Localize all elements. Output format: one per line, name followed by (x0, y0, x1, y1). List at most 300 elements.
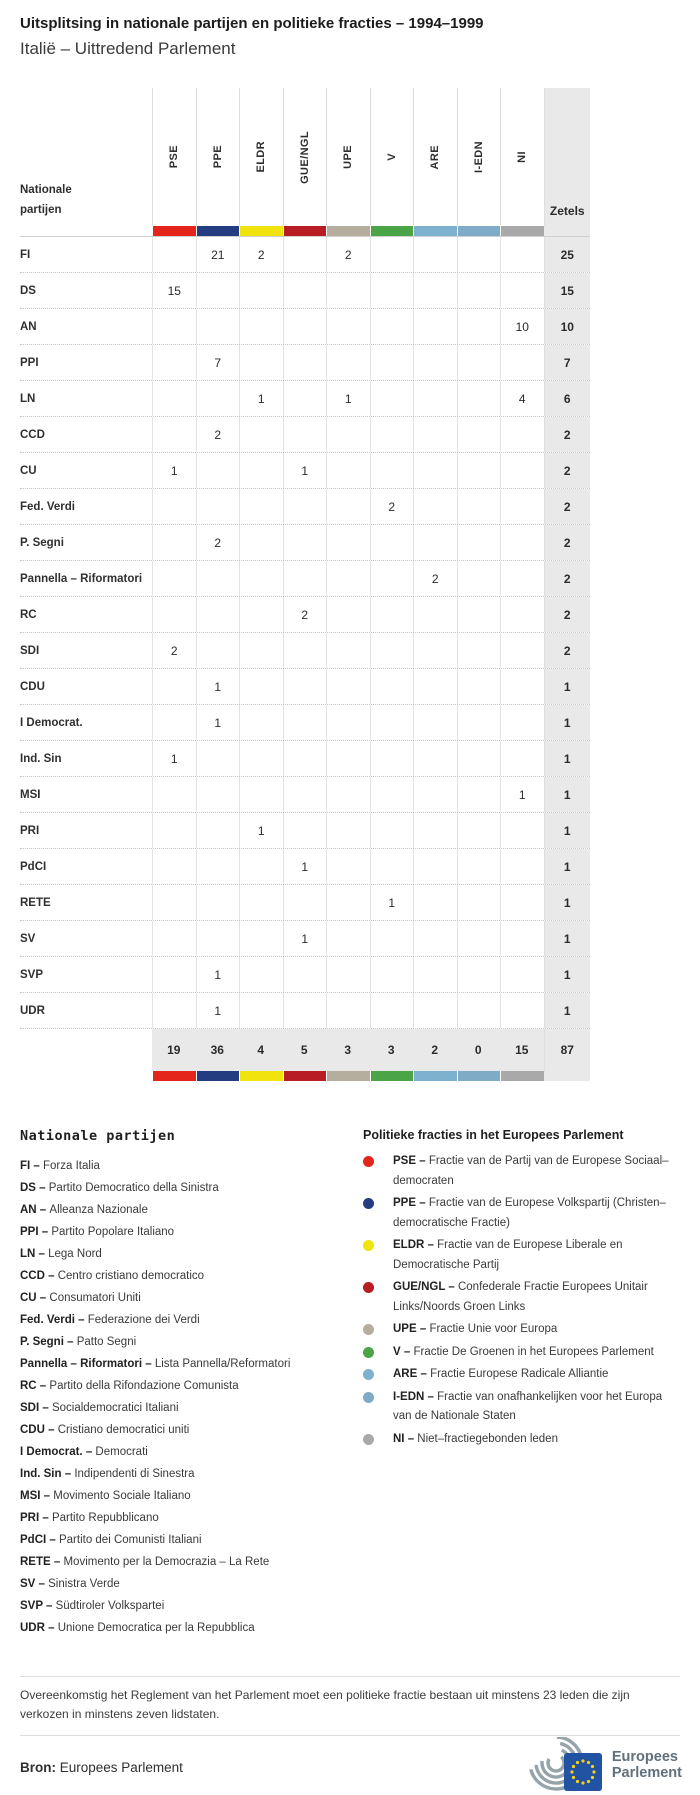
cell-GUE/NGL (283, 813, 327, 848)
cell-GUE/NGL (283, 885, 327, 920)
legend-group-code: GUE/NGL – (393, 1281, 458, 1293)
legend-party-item (20, 1551, 363, 1573)
legend-party-name: Lista Pannella/Reformatori (154, 1358, 291, 1370)
cell-ELDR (239, 561, 283, 596)
totals-spacer (20, 1029, 152, 1071)
cell-I-EDN (457, 669, 501, 704)
cell-ARE (413, 777, 457, 812)
band-segment-PPE (196, 1071, 240, 1081)
legend-group-code: PPE – (393, 1197, 429, 1209)
cell-I-EDN (457, 309, 501, 344)
cell-V: 2 (370, 489, 414, 524)
group-color-dot (363, 1369, 374, 1380)
legend-party-item (20, 1529, 363, 1551)
cell-PSE (152, 309, 196, 344)
cell-ELDR (239, 273, 283, 308)
legend-party-name: Lega Nord (48, 1248, 102, 1260)
cell-I-EDN (457, 237, 501, 272)
party-label: PdCI (20, 860, 47, 873)
cell-PSE (152, 957, 196, 992)
seats-value: 1 (544, 777, 591, 812)
cell-GUE/NGL (283, 993, 327, 1028)
legend-group-item (363, 1343, 680, 1363)
legend-party-item (20, 1375, 363, 1397)
cell-NI (500, 633, 544, 668)
band-segment-PPE (196, 226, 240, 236)
legend-party-item (20, 1265, 363, 1287)
cell-UPE (326, 813, 370, 848)
legend-party-name: Partito della Rifondazione Comunista (49, 1380, 239, 1392)
legend-party-name: Partito Popolare Italiano (51, 1226, 175, 1238)
column-header-V (370, 88, 414, 226)
seats-value: 10 (544, 309, 591, 344)
cell-PPE: 1 (196, 669, 240, 704)
cell-PPE (196, 381, 240, 416)
cell-ARE: 2 (413, 561, 457, 596)
legend-party-code: SV – (20, 1578, 49, 1590)
cell-UPE (326, 849, 370, 884)
cell-V (370, 849, 414, 884)
cell-NI (500, 885, 544, 920)
legend-group-name: Confederale Fractie Europees Unitair Links/Noords Groen Links (393, 1281, 648, 1313)
seats-table (20, 88, 590, 1081)
cell-ELDR (239, 921, 283, 956)
column-header-PSE (152, 88, 196, 226)
party-label: FI (20, 248, 31, 261)
seats-value: 1 (544, 813, 591, 848)
cell-I-EDN (457, 813, 501, 848)
legend-party-name: Democrati (95, 1446, 148, 1458)
cell-PSE (152, 489, 196, 524)
cell-ELDR (239, 453, 283, 488)
cell-I-EDN (457, 597, 501, 632)
legend-parties-heading: Nationale partijen (20, 1128, 176, 1144)
party-label: DS (20, 284, 36, 297)
legend-group-name: Niet–fractiegebonden leden (417, 1432, 558, 1445)
cell-PSE (152, 561, 196, 596)
legend-group-item (363, 1365, 680, 1385)
legend-party-code: PRI – (20, 1512, 52, 1524)
cell-ARE (413, 237, 457, 272)
cell-I-EDN (457, 633, 501, 668)
cell-NI (500, 489, 544, 524)
cell-PPE (196, 777, 240, 812)
cell-NI (500, 417, 544, 452)
cell-ARE (413, 309, 457, 344)
ep-logo-text (612, 1749, 682, 1781)
cell-V (370, 669, 414, 704)
legend-party-code: RC – (20, 1380, 50, 1392)
table-row (20, 669, 590, 705)
total-seats: 87 (544, 1029, 591, 1071)
cell-NI (500, 273, 544, 308)
legend-party-item (20, 1353, 363, 1375)
cell-ELDR (239, 705, 283, 740)
group-color-band-bottom (20, 1071, 590, 1081)
table-body (20, 237, 590, 1029)
seats-column-header: Zetels (544, 88, 591, 226)
cell-UPE (326, 957, 370, 992)
seats-value: 2 (544, 597, 591, 632)
legend-party-name: Federazione dei Verdi (87, 1314, 200, 1326)
seats-value: 1 (544, 669, 591, 704)
cell-ARE (413, 345, 457, 380)
seats-value: 7 (544, 345, 591, 380)
cell-PSE (152, 381, 196, 416)
column-header-label: GUE/NGL (298, 130, 311, 184)
cell-PSE: 1 (152, 453, 196, 488)
cell-I-EDN (457, 417, 501, 452)
legend-group-name: Fractie van de Europese Liberale en Democratische Partij (393, 1239, 623, 1271)
cell-UPE (326, 993, 370, 1028)
cell-NI: 10 (500, 309, 544, 344)
party-label: MSI (20, 788, 41, 801)
cell-PSE (152, 669, 196, 704)
cell-ARE (413, 741, 457, 776)
legend-party-item (20, 1573, 363, 1595)
cell-UPE (326, 273, 370, 308)
total-NI: 15 (500, 1029, 544, 1071)
legend-party-code: RETE – (20, 1556, 64, 1568)
cell-V (370, 813, 414, 848)
legend-party-item (20, 1331, 363, 1353)
legend-party-code: I Democrat. – (20, 1446, 96, 1458)
legend-group-item (363, 1152, 680, 1191)
cell-GUE/NGL (283, 237, 327, 272)
ep-logo (522, 1737, 682, 1793)
cell-PPE (196, 741, 240, 776)
legend-party-name: Partito Repubblicano (51, 1512, 159, 1524)
table-row (20, 309, 590, 345)
cell-PSE (152, 597, 196, 632)
legends (20, 1128, 680, 1639)
footnote: Overeenkomstig het Reglement van het Parlement moet een politieke fractie bestaan uit minstens 23 leden die zijn verkozen in minstens zeven lidstaten. (20, 1676, 680, 1736)
group-color-dot (363, 1156, 374, 1167)
seats-value: 1 (544, 849, 591, 884)
legend-group-name: Fractie Unie voor Europa (429, 1323, 558, 1335)
legend-group-code: UPE – (393, 1323, 430, 1335)
seats-value: 1 (544, 993, 591, 1028)
column-header-label: ARE (429, 144, 442, 170)
table-row (20, 237, 590, 273)
cell-GUE/NGL (283, 705, 327, 740)
cell-GUE/NGL (283, 309, 327, 344)
cell-PSE (152, 885, 196, 920)
cell-ELDR: 2 (239, 237, 283, 272)
cell-ELDR (239, 309, 283, 344)
cell-GUE/NGL (283, 633, 327, 668)
cell-ARE (413, 273, 457, 308)
band-segment-ARE (413, 1071, 457, 1081)
cell-I-EDN (457, 561, 501, 596)
legend-group-items (363, 1152, 680, 1449)
legend-party-name: Indipendenti di Sinestra (74, 1468, 195, 1480)
seats-value: 1 (544, 957, 591, 992)
legend-group-code: V – (393, 1345, 414, 1358)
cell-PPE (196, 921, 240, 956)
cell-ELDR (239, 417, 283, 452)
legend-party-name: Consumatori Uniti (49, 1292, 141, 1304)
column-header-ELDR (239, 88, 283, 226)
seats-value: 6 (544, 381, 591, 416)
cell-NI (500, 741, 544, 776)
band-segment-PSE (152, 226, 196, 236)
legend-party-item (20, 1397, 363, 1419)
party-label: LN (20, 392, 36, 405)
band-segment-I-EDN (457, 1071, 501, 1081)
cell-PSE (152, 237, 196, 272)
cell-ELDR (239, 345, 283, 380)
cell-PPE (196, 273, 240, 308)
column-header-label: PPE (211, 145, 224, 169)
cell-V (370, 957, 414, 992)
legend-group-name: Fractie van de Partij van de Europese Sociaal–democraten (393, 1155, 669, 1187)
cell-PSE (152, 345, 196, 380)
table-row (20, 705, 590, 741)
band-seats-spacer (544, 226, 591, 236)
group-color-dot (363, 1324, 374, 1335)
legend-party-code: AN – (20, 1204, 50, 1216)
legend-party-code: LN – (20, 1248, 49, 1260)
legend-party-code: SDI – (20, 1402, 52, 1414)
page-title: Uitsplitsing in nationale partijen en politieke fracties – 1994–1999 (20, 15, 484, 32)
legend-party-name: Socialdemocratici Italiani (51, 1402, 179, 1414)
cell-PSE (152, 813, 196, 848)
legend-party-code: Ind. Sin – (20, 1468, 75, 1480)
party-label: RETE (20, 896, 51, 909)
cell-UPE (326, 597, 370, 632)
cell-UPE: 1 (326, 381, 370, 416)
cell-PPE (196, 453, 240, 488)
cell-V (370, 741, 414, 776)
legend-party-item (20, 1595, 363, 1617)
cell-PPE: 1 (196, 993, 240, 1028)
seats-value: 2 (544, 633, 591, 668)
band-segment-V (370, 1071, 414, 1081)
party-label: Fed. Verdi (20, 500, 75, 513)
legend-group-code: NI – (393, 1432, 418, 1445)
cell-PPE (196, 489, 240, 524)
legend-party-name: Alleanza Nazionale (49, 1204, 148, 1216)
cell-NI (500, 561, 544, 596)
legend-national-parties (20, 1128, 363, 1639)
cell-GUE/NGL (283, 561, 327, 596)
legend-group-code: I-EDN – (393, 1390, 438, 1403)
cell-GUE/NGL: 2 (283, 597, 327, 632)
cell-UPE (326, 309, 370, 344)
column-header-NI (500, 88, 544, 226)
legend-party-items (20, 1155, 363, 1639)
legend-group-item (363, 1236, 680, 1275)
legend-party-item (20, 1155, 363, 1177)
column-header-I-EDN (457, 88, 501, 226)
cell-V (370, 561, 414, 596)
cell-I-EDN (457, 453, 501, 488)
party-label: CDU (20, 680, 45, 693)
cell-ARE (413, 813, 457, 848)
legend-group-name: Fractie Europese Radicale Alliantie (430, 1368, 609, 1380)
table-row (20, 453, 590, 489)
table-row (20, 525, 590, 561)
total-GUE/NGL: 5 (283, 1029, 327, 1071)
cell-PPE: 21 (196, 237, 240, 272)
group-color-dot (363, 1434, 374, 1445)
cell-PPE (196, 813, 240, 848)
party-label: AN (20, 320, 37, 333)
cell-GUE/NGL (283, 957, 327, 992)
cell-V (370, 705, 414, 740)
party-label: CU (20, 464, 37, 477)
table-row (20, 777, 590, 813)
legend-party-code: PdCI – (20, 1534, 59, 1546)
group-color-dot (363, 1392, 374, 1403)
cell-ELDR (239, 849, 283, 884)
cell-ARE (413, 849, 457, 884)
table-row (20, 993, 590, 1029)
cell-PSE (152, 525, 196, 560)
cell-NI (500, 237, 544, 272)
cell-V: 1 (370, 885, 414, 920)
seats-value: 1 (544, 885, 591, 920)
cell-ELDR (239, 993, 283, 1028)
cell-ARE (413, 381, 457, 416)
cell-PSE (152, 777, 196, 812)
legend-group-code: ELDR – (393, 1239, 438, 1251)
band-segment-PSE (152, 1071, 196, 1081)
cell-ELDR: 1 (239, 813, 283, 848)
column-header-label: NI (516, 151, 529, 163)
cell-NI (500, 597, 544, 632)
legend-party-code: MSI – (20, 1490, 54, 1502)
cell-V (370, 453, 414, 488)
column-header-GUE/NGL (283, 88, 327, 226)
party-label: Pannella – Riformatori (20, 572, 143, 585)
cell-V (370, 237, 414, 272)
cell-GUE/NGL: 1 (283, 921, 327, 956)
legend-party-name: Südtiroler Volkspartei (55, 1600, 165, 1612)
cell-I-EDN (457, 741, 501, 776)
cell-UPE (326, 777, 370, 812)
legend-party-item (20, 1485, 363, 1507)
column-header-ARE (413, 88, 457, 226)
table-header-row (20, 88, 590, 226)
cell-UPE (326, 453, 370, 488)
cell-PPE (196, 561, 240, 596)
cell-ARE (413, 597, 457, 632)
cell-PPE: 2 (196, 525, 240, 560)
legend-group-item (363, 1388, 680, 1427)
cell-UPE (326, 417, 370, 452)
cell-PSE (152, 705, 196, 740)
cell-I-EDN (457, 849, 501, 884)
cell-I-EDN (457, 993, 501, 1028)
cell-ARE (413, 633, 457, 668)
cell-UPE (326, 741, 370, 776)
total-I-EDN: 0 (457, 1029, 501, 1071)
cell-ELDR (239, 669, 283, 704)
party-label: PRI (20, 824, 40, 837)
band-segment-NI (500, 226, 544, 236)
table-row (20, 489, 590, 525)
cell-GUE/NGL (283, 381, 327, 416)
party-label: Ind. Sin (20, 752, 62, 765)
cell-UPE (326, 525, 370, 560)
cell-ARE (413, 957, 457, 992)
cell-V (370, 345, 414, 380)
column-header-label: I-EDN (472, 141, 485, 173)
legend-party-item (20, 1199, 363, 1221)
party-label: I Democrat. (20, 716, 83, 729)
cell-I-EDN (457, 525, 501, 560)
cell-ELDR: 1 (239, 381, 283, 416)
party-label: SDI (20, 644, 40, 657)
cell-PPE (196, 633, 240, 668)
cell-UPE (326, 885, 370, 920)
legend-party-name: Movimento Sociale Italiano (53, 1490, 191, 1502)
cell-UPE (326, 705, 370, 740)
ep-logo-mark (522, 1737, 606, 1793)
cell-ARE (413, 417, 457, 452)
legend-group-name: Fractie van onafhankelijken voor het Europa van de Nationale Staten (393, 1390, 663, 1422)
band-segment-UPE (326, 226, 370, 236)
legend-party-code: Fed. Verdi – (20, 1314, 88, 1326)
cell-PPE: 7 (196, 345, 240, 380)
cell-ELDR (239, 525, 283, 560)
cell-PPE: 2 (196, 417, 240, 452)
cell-NI (500, 453, 544, 488)
band-segment-ELDR (239, 1071, 283, 1081)
cell-PSE (152, 849, 196, 884)
column-header-label: ELDR (255, 141, 268, 173)
party-label: P. Segni (20, 536, 64, 549)
legend-groups-heading: Politieke fracties in het Europees Parlement (363, 1128, 624, 1142)
legend-group-item (363, 1320, 680, 1340)
legend-party-name: Partito Democratico della Sinistra (48, 1182, 219, 1194)
legend-party-item (20, 1221, 363, 1243)
source-label: Bron: (20, 1760, 56, 1775)
cell-GUE/NGL (283, 489, 327, 524)
legend-party-name: Centro cristiano democratico (57, 1270, 205, 1282)
legend-party-code: Pannella – Riformatori – (20, 1358, 155, 1370)
legend-group-item (363, 1194, 680, 1233)
cell-ARE (413, 921, 457, 956)
legend-party-item (20, 1419, 363, 1441)
band-spacer (20, 1071, 152, 1081)
cell-ELDR (239, 597, 283, 632)
ep-logo-line2: Parlement (611, 1765, 682, 1781)
legend-party-code: DS – (20, 1182, 49, 1194)
legend-party-name: Cristiano democratici uniti (57, 1424, 190, 1436)
legend-party-item (20, 1287, 363, 1309)
column-header-label: PSE (168, 145, 181, 169)
cell-NI: 4 (500, 381, 544, 416)
total-PPE: 36 (196, 1029, 240, 1071)
legend-party-code: UDR – (20, 1622, 58, 1634)
cell-UPE (326, 921, 370, 956)
cell-PSE (152, 417, 196, 452)
legend-party-code: P. Segni – (20, 1336, 77, 1348)
legend-group-name: Fractie De Groenen in het Europees Parlement (413, 1345, 654, 1358)
cell-NI (500, 525, 544, 560)
cell-I-EDN (457, 345, 501, 380)
cell-ARE (413, 525, 457, 560)
cell-NI (500, 705, 544, 740)
table-row (20, 273, 590, 309)
cell-V (370, 381, 414, 416)
group-color-dot (363, 1198, 374, 1209)
cell-GUE/NGL (283, 417, 327, 452)
cell-ARE (413, 885, 457, 920)
